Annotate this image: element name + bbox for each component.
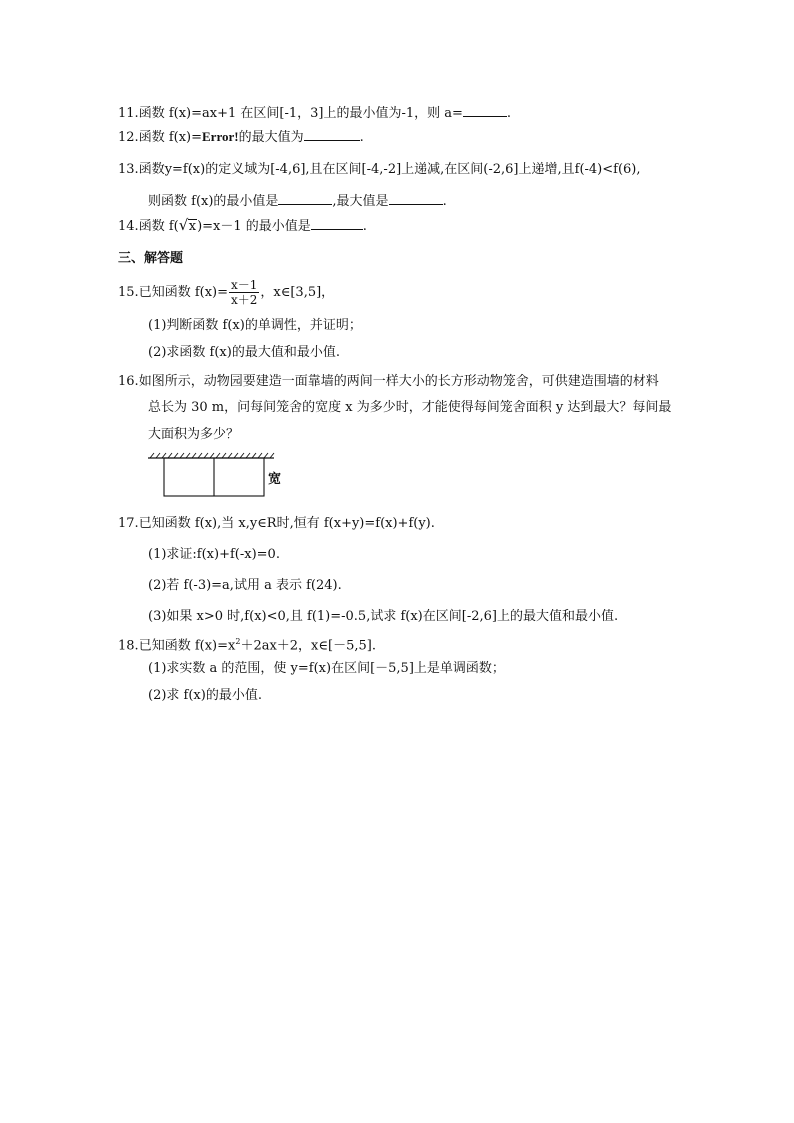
- question-15: [118, 276, 334, 310]
- punctuation: .: [442, 194, 447, 209]
- question-text: )=x－1 的最小值是: [197, 219, 311, 234]
- question-11: [118, 104, 511, 122]
- question-13-line1: [118, 162, 641, 178]
- question-number: 11.: [118, 106, 139, 121]
- question-text: 则函数 f(x)的最小值是: [148, 194, 279, 209]
- question-text: 函数y=f(x)的定义域为[-4,6],且在区间[-4,-2]上递减,在区间(-2,6]上递增,且f(-4)<f(6),: [138, 162, 641, 177]
- section-heading: 三、解答题: [118, 251, 184, 266]
- exponent: 2: [235, 637, 241, 646]
- question-text: 已知函数 f(x)=: [138, 285, 228, 300]
- answer-blank: [278, 192, 332, 205]
- question-18-sub1: (1)求实数 a 的范围，使 y=f(x)在区间[－5,5]上是单调函数；: [148, 661, 505, 676]
- question-number: 18.: [118, 638, 139, 654]
- punctuation: .: [359, 130, 364, 145]
- question-text: 函数 f(x)=ax+1 在区间[-1，3]上的最小值为-1，则 a=: [138, 106, 463, 121]
- answer-blank: [304, 128, 360, 141]
- question-14: [118, 217, 367, 235]
- fraction: [229, 278, 259, 307]
- question-number: 17.: [118, 516, 139, 531]
- question-text: 函数 f(x)=: [138, 130, 202, 145]
- question-13-line2: [148, 192, 447, 210]
- question-text: 函数 f(: [138, 219, 179, 234]
- question-16-line2: 总长为 30 m，问每间笼舍的宽度 x 为多少时，才能使得每间笼舍面积 y 达到最大？每间最: [148, 400, 672, 415]
- question-number: 14.: [118, 219, 139, 234]
- question-text: ＋2ax＋2，x∈[－5,5].: [240, 638, 376, 654]
- answer-blank: [389, 192, 443, 205]
- answer-blank: [311, 217, 363, 230]
- square-root: [178, 216, 197, 235]
- question-number: 12.: [118, 130, 139, 145]
- question-17-sub2: (2)若 f(-3)=a,试用 a 表示 f(24).: [148, 578, 342, 593]
- question-text: 如图所示，动物园要建造一面靠墙的两间一样大小的长方形动物笼舍，可供建造围墙的材料: [138, 374, 659, 389]
- cage-figure: [146, 452, 286, 500]
- question-16-line3: 大面积为多少？: [148, 427, 240, 442]
- punctuation: .: [362, 219, 367, 234]
- wall-hatching: [150, 453, 274, 458]
- radicand: x: [188, 219, 197, 234]
- question-15-sub1: (1)判断函数 f(x)的单调性，并证明；: [148, 318, 362, 333]
- figure-label-width: 宽: [268, 472, 282, 487]
- fraction-denominator: x＋2: [231, 293, 258, 307]
- radical-sign-icon: √: [178, 216, 189, 234]
- punctuation: .: [506, 106, 512, 121]
- error-placeholder: Error!: [202, 129, 239, 144]
- question-12: [118, 128, 364, 146]
- question-text: 的最大值为: [238, 130, 304, 145]
- question-18-sub2: (2)求 f(x)的最小值.: [148, 688, 262, 703]
- fraction-numerator: x－1: [231, 278, 258, 292]
- question-number: 16.: [118, 374, 139, 389]
- question-17: [118, 516, 435, 532]
- question-text: 已知函数 f(x),当 x,y∈R时,恒有 f(x+y)=f(x)+f(y).: [138, 516, 435, 531]
- question-number: 15.: [118, 285, 139, 300]
- question-17-sub3: (3)如果 x>0 时,f(x)<0,且 f(1)=-0.5,试求 f(x)在区间[-2,6]上的最大值和最小值.: [148, 609, 619, 624]
- question-text: 已知函数 f(x)=x: [138, 638, 236, 654]
- question-text: ,最大值是: [332, 194, 389, 209]
- answer-blank: [463, 104, 507, 117]
- question-number: 13.: [118, 162, 139, 177]
- question-text: ，x∈[3,5]，: [260, 285, 335, 300]
- question-16-line1: [118, 374, 659, 390]
- question-15-sub2: (2)求函数 f(x)的最大值和最小值.: [148, 345, 340, 360]
- question-17-sub1: (1)求证:f(x)+f(-x)=0.: [148, 547, 280, 562]
- question-18: [118, 634, 376, 654]
